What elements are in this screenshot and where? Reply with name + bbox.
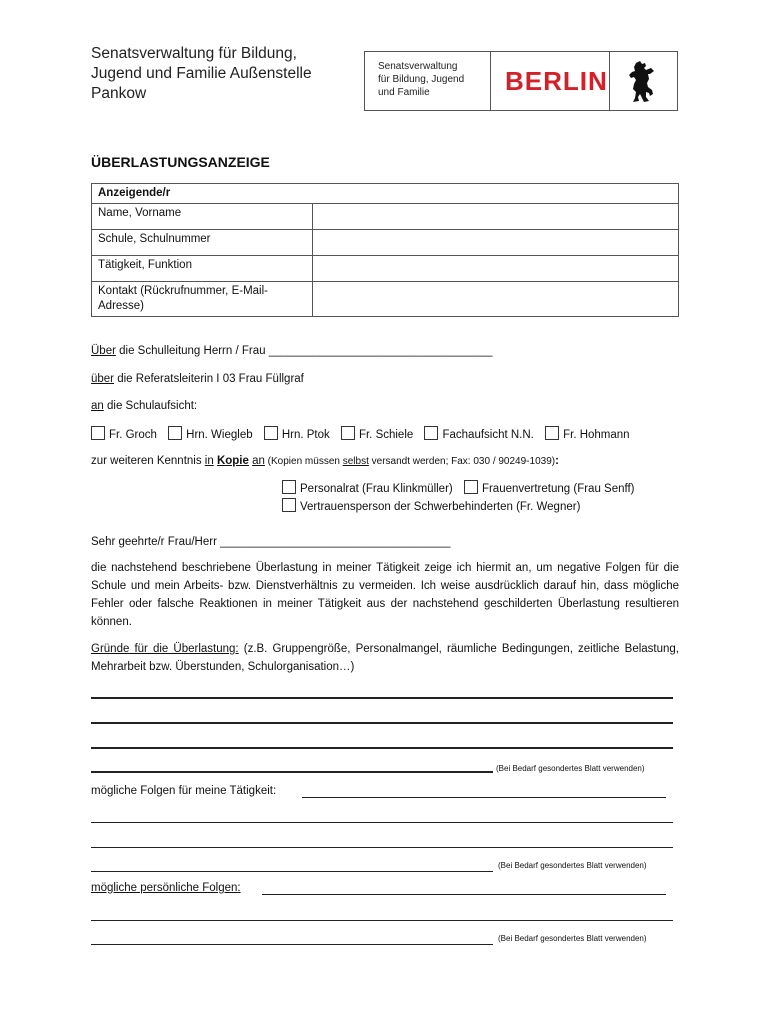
reasons-hint: (z.B. Gruppengröße, Personalmangel, räumliche Bedingungen, zeitliche Belastung, Mehrarbeit bzw. Überstunden, Schulorganisation…) <box>91 643 679 673</box>
via-referat-text: die Referatsleiterin I 03 Frau Füllgraf <box>114 373 304 385</box>
personal-extra-sheet-note: (Bei Bedarf gesondertes Blatt verwenden) <box>498 934 647 943</box>
copy-recipient-row-2 <box>282 498 580 515</box>
contact-field[interactable] <box>313 282 679 317</box>
via-principal-prefix: Über <box>91 345 116 357</box>
checkbox-hohmann[interactable] <box>545 426 559 440</box>
reporter-table-heading: Anzeigende/r <box>92 184 679 204</box>
copy-in: in <box>204 455 214 467</box>
supervisor-checkbox-row <box>91 426 638 443</box>
reasons-input-line[interactable] <box>91 771 493 773</box>
checkbox-ptok[interactable] <box>264 426 278 440</box>
copy-colon: : <box>555 455 559 467</box>
name-label: Name, Vorname <box>92 204 313 230</box>
reasons-block <box>91 640 679 676</box>
logo-city-text: BERLIN <box>505 66 608 96</box>
school-label: Schule, Schulnummer <box>92 230 313 256</box>
logo-divider <box>490 52 491 110</box>
reasons-input-line[interactable] <box>91 697 673 699</box>
work-extra-sheet-note: (Bei Bedarf gesondertes Blatt verwenden) <box>498 861 647 870</box>
supervision-line <box>91 399 197 414</box>
reasons-label: Gründe für die Überlastung: <box>91 643 239 655</box>
function-label: Tätigkeit, Funktion <box>92 256 313 282</box>
reasons-input-line[interactable] <box>91 747 673 749</box>
copy-kopie: Kopie <box>216 455 249 467</box>
supervision-text: die Schulaufsicht: <box>103 400 198 412</box>
checkbox-frauenvertretung[interactable] <box>464 480 478 494</box>
contact-label: Kontakt (Rückrufnummer, E-Mail-Adresse) <box>92 282 313 317</box>
supervisor-label: Fr. Groch <box>109 429 157 441</box>
work-consequences-input-line[interactable] <box>91 822 673 823</box>
copy-line <box>91 454 559 469</box>
work-consequences-label: mögliche Folgen für meine Tätigkeit: <box>91 785 277 797</box>
supervisor-label: Hrn. Wiegleb <box>186 429 253 441</box>
via-principal-text: die Schulleitung Herrn / Frau ___________________________________ <box>115 345 493 357</box>
checkbox-schiele[interactable] <box>341 426 355 440</box>
logo-department-text: Senatsverwaltung für Bildung, Jugend und Familie <box>378 61 465 98</box>
supervisor-label: Fachaufsicht N.N. <box>442 429 534 441</box>
reasons-input-line[interactable] <box>91 722 673 724</box>
authority-name: Senatsverwaltung für Bildung, Jugend und Familie Außenstelle Pankow <box>91 45 312 102</box>
copy-note-start: (Kopien müssen <box>264 456 343 467</box>
senate-logo <box>364 51 678 111</box>
salutation: Sehr geehrte/r Frau/Herr ____________________________________ <box>91 536 451 548</box>
name-field[interactable] <box>313 204 679 230</box>
supervision-prefix: an <box>91 400 104 412</box>
via-principal-line <box>91 344 493 359</box>
copy-prefix: zur weiteren Kenntnis <box>91 455 205 467</box>
body-paragraph: die nachstehend beschriebene Überlastung in meiner Tätigkeit zeige ich hiermit an, um negative Folgen für die Schule und mein Arbeits- bzw. Dienstverhältnis zu vermeiden. Ich weise ausdrücklich darauf hin, dass mögliche Fehler oder falsche Reaktionen in meiner Tätigkeit aus der nachstehend geschilderten Überlastung resultieren können. <box>91 562 679 628</box>
work-consequences-input-line[interactable] <box>302 797 666 798</box>
checkbox-personalrat[interactable] <box>282 480 296 494</box>
personal-consequences-input-line[interactable] <box>91 944 493 945</box>
checkbox-wiegleb[interactable] <box>168 426 182 440</box>
via-referat-prefix: über <box>91 373 115 385</box>
function-field[interactable] <box>313 256 679 282</box>
work-consequences-input-line[interactable] <box>91 847 673 848</box>
recipient-label: Personalrat (Frau Klinkmüller) <box>300 483 453 495</box>
reasons-extra-sheet-note: (Bei Bedarf gesondertes Blatt verwenden) <box>496 764 645 773</box>
personal-consequences-label: mögliche persönliche Folgen: <box>91 882 241 894</box>
supervisor-label: Hrn. Ptok <box>281 429 330 441</box>
copy-recipients-row <box>282 480 635 497</box>
logo-divider <box>609 52 610 110</box>
reporter-table <box>91 183 679 317</box>
supervisor-label: Fr. Schiele <box>358 429 414 441</box>
checkbox-vertrauensperson[interactable] <box>282 498 296 512</box>
recipient-label: Frauenvertretung (Frau Senff) <box>481 483 635 495</box>
via-referat-line <box>91 372 304 387</box>
school-field[interactable] <box>313 230 679 256</box>
personal-consequences-input-line[interactable] <box>262 894 666 895</box>
berlin-bear-icon <box>627 60 657 104</box>
document-title: ÜBERLASTUNGSANZEIGE <box>91 154 270 170</box>
copy-note-end: versandt werden; Fax: 030 / 90249-1039) <box>368 456 556 467</box>
checkbox-groch[interactable] <box>91 426 105 440</box>
supervisor-label: Fr. Hohmann <box>563 429 630 441</box>
copy-note <box>265 456 555 467</box>
recipient-label: Vertrauensperson der Schwerbehinderten (Fr. Wegner) <box>300 501 581 513</box>
copy-an: an <box>252 455 265 467</box>
work-consequences-input-line[interactable] <box>91 871 493 872</box>
copy-note-selbst: selbst <box>342 456 369 467</box>
checkbox-fachaufsicht[interactable] <box>424 426 438 440</box>
personal-consequences-input-line[interactable] <box>91 920 673 921</box>
